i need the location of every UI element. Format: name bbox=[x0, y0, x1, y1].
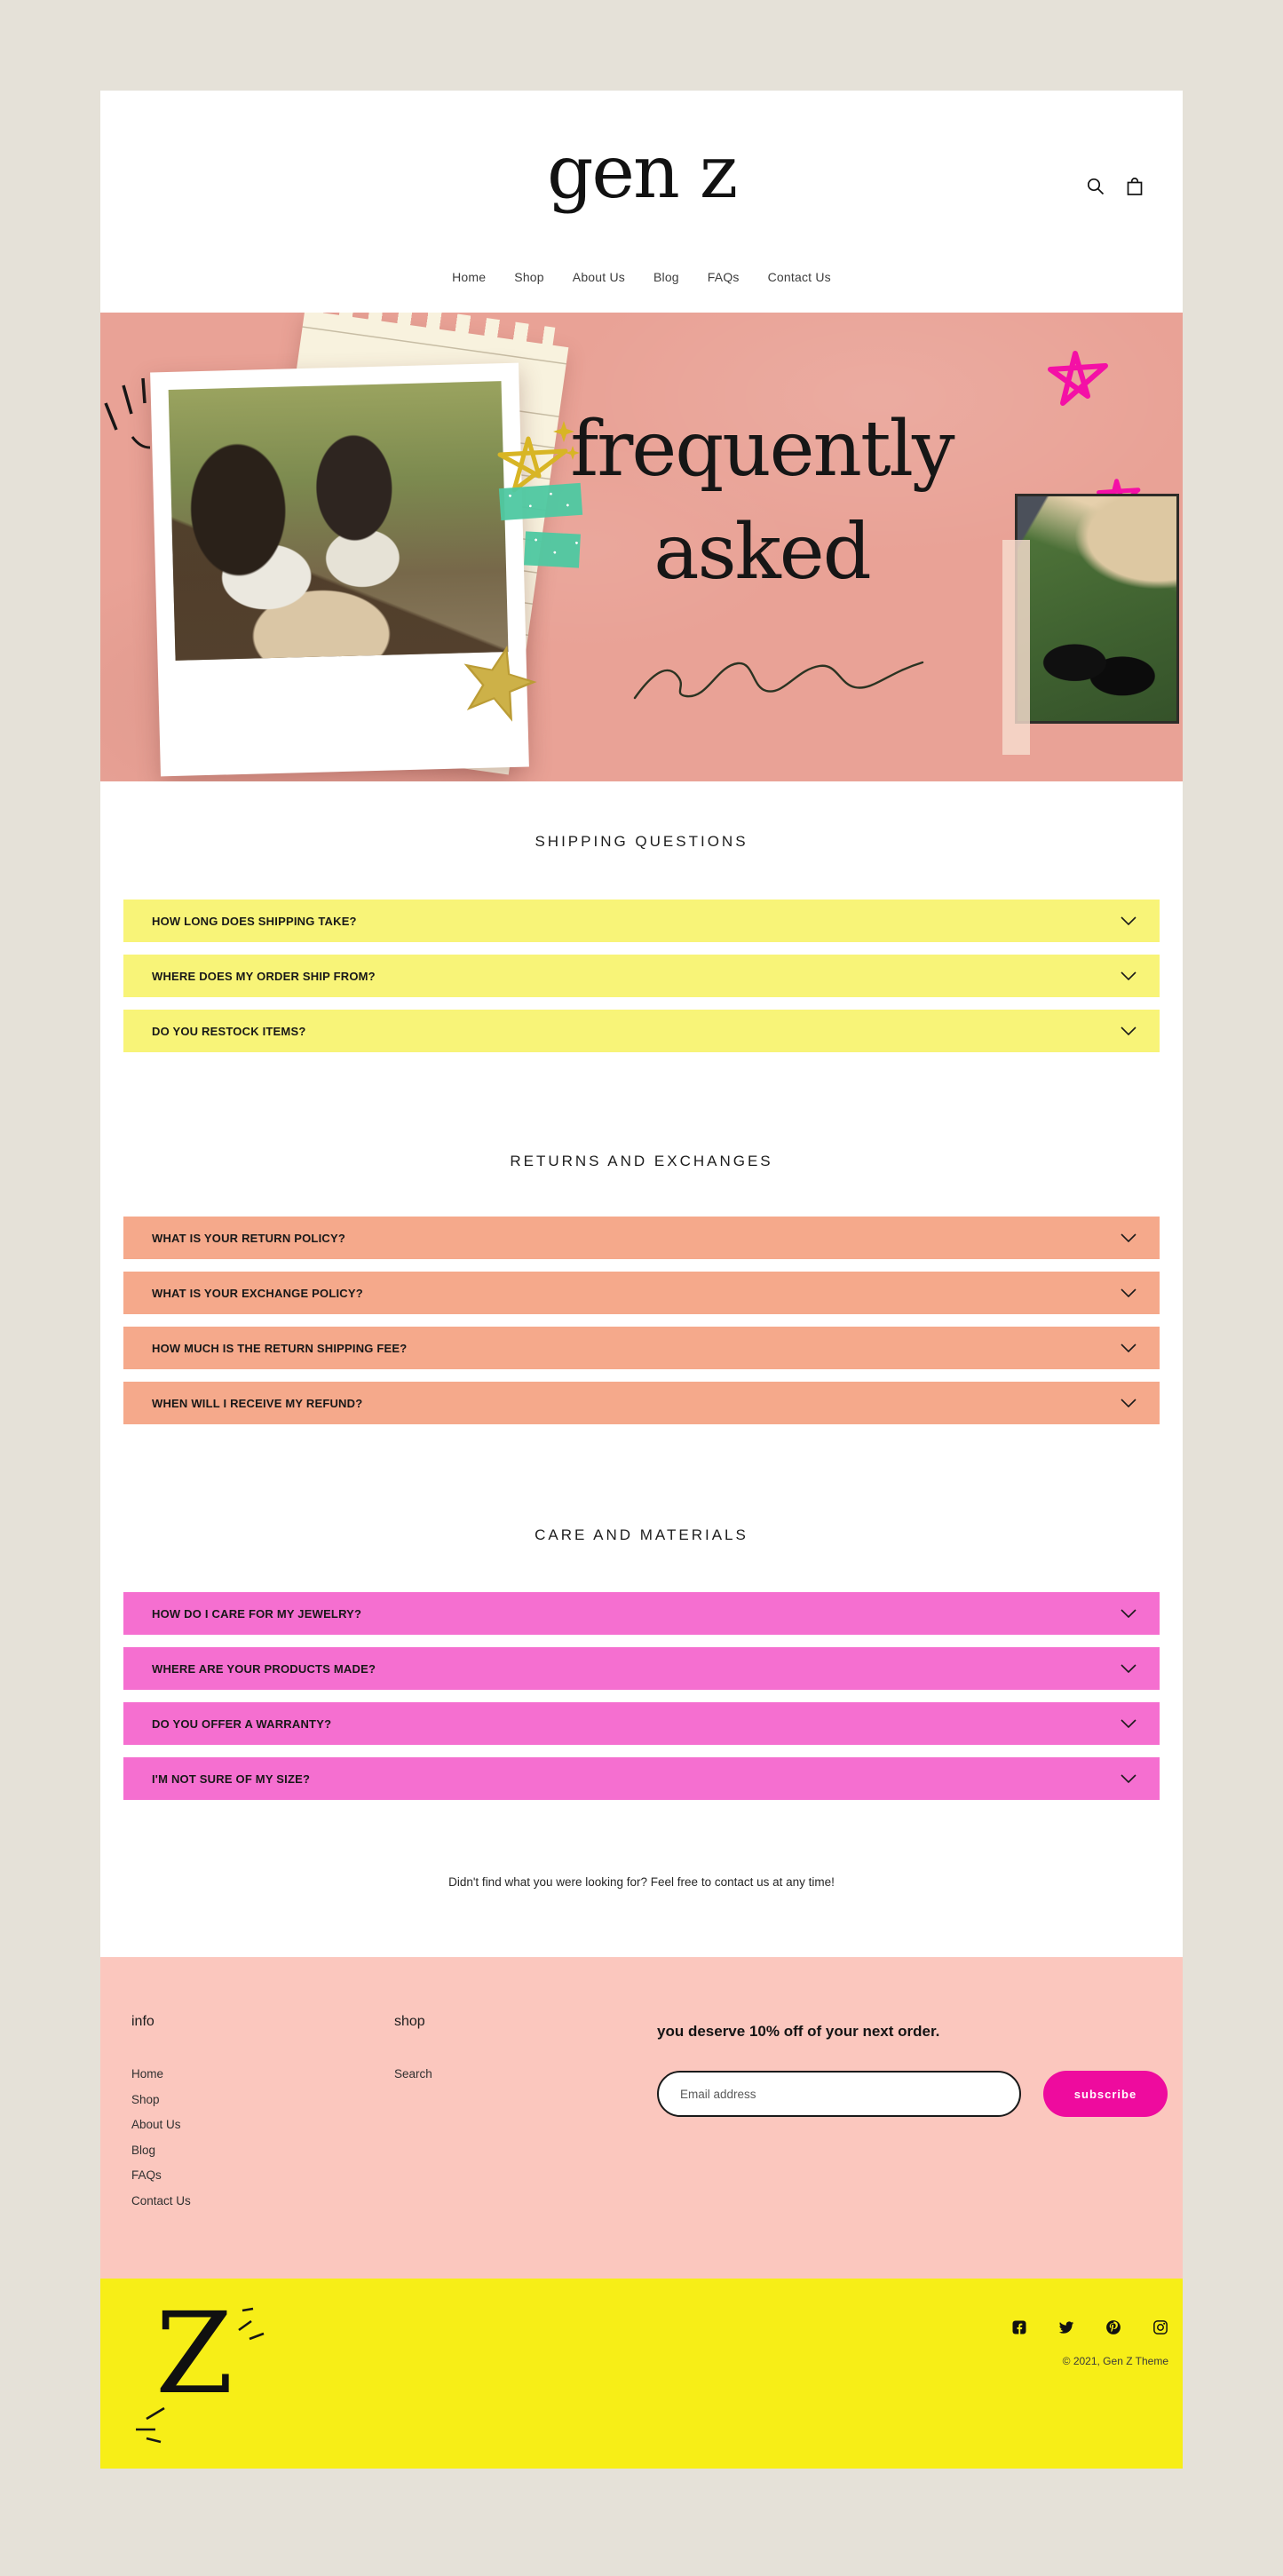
faq-question-label: HOW MUCH IS THE RETURN SHIPPING FEE? bbox=[152, 1341, 408, 1355]
nav-item-home[interactable]: Home bbox=[452, 270, 487, 284]
faq-question-row[interactable] bbox=[123, 1647, 1160, 1690]
footer-link-search[interactable]: Search bbox=[394, 2067, 432, 2081]
section-title-shipping: SHIPPING QUESTIONS bbox=[535, 833, 748, 850]
social-icons bbox=[1011, 2319, 1168, 2335]
footer-z-logo[interactable]: Z bbox=[155, 2288, 234, 2419]
hero-banner bbox=[100, 313, 1183, 781]
chevron-down-icon bbox=[1121, 1399, 1136, 1407]
faq-footnote: Didn't find what you were looking for? Feel free to contact us at any time! bbox=[448, 1875, 835, 1889]
chevron-down-icon bbox=[1121, 916, 1136, 925]
page-card bbox=[100, 91, 1183, 2469]
footer-info-links bbox=[131, 2062, 191, 2214]
faq-question-label: DO YOU RESTOCK ITEMS? bbox=[152, 1024, 306, 1038]
copyright-text: © 2021, Gen Z Theme bbox=[1062, 2355, 1168, 2367]
hero-title-line1: frequently bbox=[570, 405, 954, 494]
footer bbox=[100, 1957, 1183, 2279]
footer-shop-links bbox=[394, 2062, 432, 2088]
footer-shop-title: shop bbox=[394, 2014, 425, 2029]
nav-item-contact-us[interactable]: Contact Us bbox=[767, 270, 831, 284]
faq-question-row[interactable] bbox=[123, 955, 1160, 997]
chevron-down-icon bbox=[1121, 1774, 1136, 1783]
newsletter-email-input[interactable] bbox=[657, 2071, 1021, 2117]
footer-link-faqs[interactable]: FAQs bbox=[131, 2168, 162, 2182]
faq-question-label: WHERE ARE YOUR PRODUCTS MADE? bbox=[152, 1661, 376, 1676]
faq-question-label: WHAT IS YOUR EXCHANGE POLICY? bbox=[152, 1286, 363, 1300]
spark-doodle-icon bbox=[234, 2300, 274, 2348]
chevron-down-icon bbox=[1121, 971, 1136, 980]
cart-bag-icon[interactable] bbox=[1124, 176, 1145, 197]
bottom-bar bbox=[100, 2279, 1183, 2469]
footer-info-title: info bbox=[131, 2014, 154, 2029]
faq-question-label: DO YOU OFFER A WARRANTY? bbox=[152, 1716, 332, 1731]
faq-question-row[interactable] bbox=[123, 1272, 1160, 1314]
friends-on-bench-photo bbox=[169, 381, 509, 661]
faq-question-row[interactable] bbox=[123, 1702, 1160, 1745]
faq-question-label: WHEN WILL I RECEIVE MY REFUND? bbox=[152, 1396, 363, 1410]
spark-doodle-icon bbox=[102, 373, 157, 465]
footer-link-about-us[interactable]: About Us bbox=[131, 2118, 181, 2131]
hero-title-line2: asked bbox=[653, 508, 870, 597]
faq-question-label: WHAT IS YOUR RETURN POLICY? bbox=[152, 1231, 345, 1245]
nav-item-about-us[interactable]: About Us bbox=[572, 270, 625, 284]
chevron-down-icon bbox=[1121, 1343, 1136, 1352]
faq-question-label: HOW LONG DOES SHIPPING TAKE? bbox=[152, 914, 357, 928]
subscribe-button[interactable]: subscribe bbox=[1043, 2071, 1168, 2117]
hero-title bbox=[562, 398, 962, 604]
nav-item-faqs[interactable]: FAQs bbox=[707, 270, 740, 284]
newsletter-heading: you deserve 10% off of your next order. bbox=[657, 2023, 940, 2040]
squiggle-line-icon bbox=[631, 652, 928, 705]
main-nav bbox=[100, 270, 1183, 284]
chevron-down-icon bbox=[1121, 1233, 1136, 1242]
nav-item-blog[interactable]: Blog bbox=[653, 270, 679, 284]
chevron-down-icon bbox=[1121, 1609, 1136, 1618]
facebook-icon[interactable] bbox=[1011, 2319, 1027, 2335]
section-title-care: CARE AND MATERIALS bbox=[535, 1526, 748, 1543]
faq-question-row[interactable] bbox=[123, 1757, 1160, 1800]
faq-question-label: I'M NOT SURE OF MY SIZE? bbox=[152, 1771, 311, 1786]
spark-doodle-icon bbox=[125, 2399, 171, 2451]
faq-question-row[interactable] bbox=[123, 1592, 1160, 1635]
instagram-icon[interactable] bbox=[1152, 2319, 1168, 2335]
faq-question-row[interactable] bbox=[123, 1327, 1160, 1369]
nav-item-shop[interactable]: Shop bbox=[514, 270, 544, 284]
footer-link-shop[interactable]: Shop bbox=[131, 2092, 160, 2106]
search-icon[interactable] bbox=[1085, 176, 1106, 197]
footer-link-contact-us[interactable]: Contact Us bbox=[131, 2193, 191, 2207]
footer-link-blog[interactable]: Blog bbox=[131, 2143, 156, 2157]
chevron-down-icon bbox=[1121, 1719, 1136, 1728]
sneakers-on-grass-photo bbox=[1015, 494, 1179, 724]
chevron-down-icon bbox=[1121, 1664, 1136, 1673]
beige-tape bbox=[1002, 540, 1030, 755]
footer-link-home[interactable]: Home bbox=[131, 2067, 164, 2081]
pink-star-doodle-icon bbox=[1045, 346, 1109, 408]
pinterest-icon[interactable] bbox=[1105, 2319, 1121, 2335]
faq-question-label: HOW DO I CARE FOR MY JEWELRY? bbox=[152, 1606, 362, 1621]
section-title-returns: RETURNS AND EXCHANGES bbox=[510, 1153, 773, 1169]
faq-question-row[interactable] bbox=[123, 1217, 1160, 1259]
faq-question-row[interactable] bbox=[123, 900, 1160, 942]
faq-question-row[interactable] bbox=[123, 1382, 1160, 1424]
site-logo[interactable]: gen z bbox=[546, 131, 737, 215]
chevron-down-icon bbox=[1121, 1288, 1136, 1297]
header-icons bbox=[1085, 176, 1145, 197]
twitter-icon[interactable] bbox=[1058, 2319, 1074, 2335]
chevron-down-icon bbox=[1121, 1026, 1136, 1035]
faq-question-row[interactable] bbox=[123, 1010, 1160, 1052]
faq-question-label: WHERE DOES MY ORDER SHIP FROM? bbox=[152, 969, 376, 983]
